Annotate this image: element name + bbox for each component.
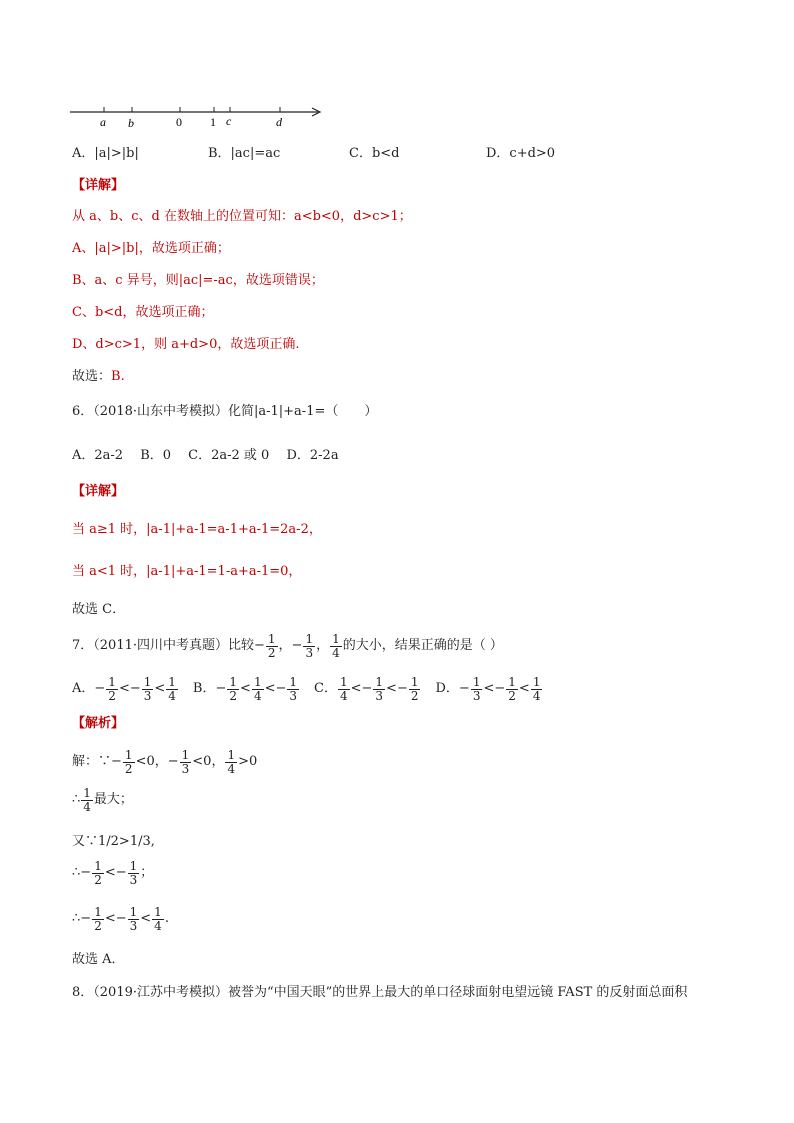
numberline-label-c: c [226,114,232,128]
fraction: $\frac{1}{2}$ [267,631,276,660]
therefore-symbol: ∴ [72,792,81,807]
analysis-label: 【解析】 [72,716,125,731]
q5-option-c: C．b<d [349,146,400,161]
q7-sol-prefix: 解：∵ [72,754,112,769]
numberline-label-b: b [128,116,134,130]
q7-sol-gt0: >0 [238,754,258,769]
q7-option-a-label: A． [72,681,95,696]
numberline-label-a: a [100,115,106,129]
q5-option-d: D．c+d>0 [486,146,556,161]
fraction: $\frac{1}{4}$ [332,631,340,660]
q5-solution-line: A、|a|>|b|，故选项正确； [72,241,230,256]
therefore-symbol: ∴ [72,865,81,880]
numberline-label-d: d [276,115,282,129]
q7-option-d-label: D． [435,681,459,696]
q5-option-b: B．|ac|=ac [208,146,281,161]
q5-solution-line: 从 a、b、c、d 在数轴上的位置可知：a<b<0，d>c>1； [72,209,412,224]
detail-label: 【详解】 [72,484,125,499]
q5-options [72,145,555,163]
number-line [68,98,328,130]
q7-stem-suffix: 的大小，结果正确的是（ ） [342,638,503,653]
q6-solution-line: 当 a<1 时，|a-1|+a-1=1-a+a-1=0， [72,564,302,579]
semicolon: ； [140,865,154,880]
numberline-label-1: 1 [210,115,216,129]
q7-solution-line1: 解：∵ − $\frac{1}{2}$ <0， − $\frac{1}{3}$ <0， $\frac{1}{4}$ >0 [72,747,258,776]
q7-option-b-label: B． [192,681,216,696]
q7-option-c-label: C． [314,681,337,696]
q7-solution-line3: 又∵1/2>1/3, [72,834,155,849]
numberline-label-0: 0 [176,115,182,129]
q5-option-a: A．|a|>|b| [72,146,139,161]
q5-answer-prefix: 故选： [72,369,112,384]
q5-solution-line: D、d>c>1，则 a+d>0，故选项正确. [72,337,300,352]
therefore-symbol: ∴ [72,911,81,926]
q5-solution-line: C、b<d，故选项正确； [72,305,214,320]
q6-stem: 6．（2018·山东中考模拟）化简|a-1|+a-1=（ ） [72,404,378,419]
q7-solution-line2: ∴ $\frac{1}{4}$ 最大； [72,785,133,814]
q5-answer-letter: B. [111,369,125,384]
q6-solution-line: 当 a≥1 时，|a-1|+a-1=a-1+a-1=2a-2， [72,522,322,537]
q7-sol-max: 最大； [93,792,133,807]
q7-solution-line4: ∴ − $\frac{1}{2}$ <− $\frac{1}{3}$ ； [72,858,154,887]
q7-answer: 故选 A． [72,952,125,967]
q7-stem-prefix: 7．（2011·四川中考真题）比较 [72,638,254,653]
q7-sol-lt0: <0， [135,754,168,769]
q7-sol-lt0b: <0， [192,754,225,769]
q7-stem: 7．（2011·四川中考真题）比较 − $\frac{1}{2}$ ，− $\frac{1}{3}$ ， $\frac{1}{4}$ 的大小，结果正确的是（ ） [72,631,503,660]
period: . [164,911,169,926]
q7-solution-line5: ∴ − $\frac{1}{2}$ <− $\frac{1}{3}$ < $\frac{1}{4}$ . [72,904,169,933]
detail-label: 【详解】 [72,178,125,193]
fraction: $\frac{1}{3}$ [305,631,314,660]
q6-answer: 故选 C． [72,602,126,617]
q7-options: A． − $\frac{1}{2}$ <− $\frac{1}{3}$ < $\frac{1}{4}$ B． − $\frac{1}{2}$ < $\frac{1}{4}$ <− $\frac{1}{3}$ C． $\frac{1}{4}$ <− $\frac{1}{3}$ <− $\frac{1}{2}$ D． − $\frac{1}{3}$ <− $\frac{1}{2}$ < $\frac{1}{4}$ [72,674,541,703]
q8-stem: 8．（2019·江苏中考模拟）被誉为“中国天眼”的世界上最大的单口径球面射电望远镜 FAST 的反射面总面积 [72,985,688,1000]
q5-answer [72,368,125,386]
q5-solution-line: B、a、c 异号，则|ac|=-ac，故选项错误； [72,273,324,288]
q6-options: A．2a-2 B．0 C．2a-2 或 0 D．2-2a [72,448,339,463]
